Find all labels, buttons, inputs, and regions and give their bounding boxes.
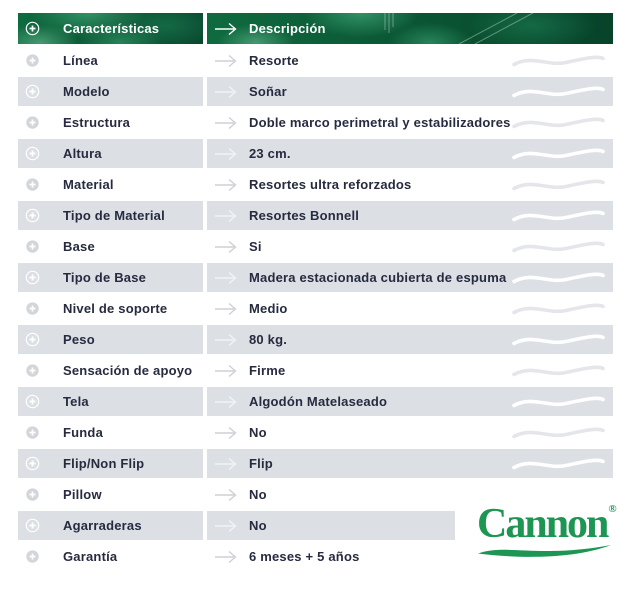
wave-squiggle-decoration bbox=[510, 51, 607, 71]
plus-circle-icon bbox=[25, 363, 40, 378]
description-value: Algodón Matelaseado bbox=[249, 394, 388, 409]
description-cell bbox=[207, 77, 613, 106]
arrow-right-icon bbox=[214, 488, 240, 502]
table-row bbox=[18, 170, 613, 199]
arrow-right-icon bbox=[214, 364, 240, 378]
description-cell bbox=[207, 449, 613, 478]
plus-circle-icon bbox=[25, 425, 40, 440]
feature-label: Agarraderas bbox=[63, 518, 142, 533]
arrow-right-icon bbox=[214, 519, 240, 533]
plus-circle-icon bbox=[25, 332, 40, 347]
plus-circle-icon bbox=[25, 208, 40, 223]
feature-cell bbox=[18, 387, 203, 416]
description-value: Resorte bbox=[249, 53, 299, 68]
wave-squiggle-decoration bbox=[510, 268, 607, 288]
header-feature-label: Características bbox=[63, 21, 160, 36]
description-value: Resortes ultra reforzados bbox=[249, 177, 412, 192]
description-cell bbox=[207, 263, 613, 292]
table-row bbox=[18, 77, 613, 106]
arrow-right-icon bbox=[214, 457, 240, 471]
description-cell bbox=[207, 108, 613, 137]
description-value: 6 meses + 5 años bbox=[249, 549, 360, 564]
feature-cell bbox=[18, 542, 203, 571]
plus-circle-icon bbox=[25, 301, 40, 316]
plus-circle-icon bbox=[25, 518, 40, 533]
arrow-right-icon bbox=[214, 333, 240, 347]
arrow-right-icon bbox=[214, 85, 240, 99]
arrow-right-icon bbox=[214, 209, 240, 223]
feature-label: Tela bbox=[63, 394, 89, 409]
arrow-right-icon bbox=[214, 550, 240, 564]
description-value: Flip bbox=[249, 456, 273, 471]
feature-cell bbox=[18, 263, 203, 292]
table-row bbox=[18, 139, 613, 168]
feature-label: Funda bbox=[63, 425, 103, 440]
description-value: No bbox=[249, 487, 267, 502]
feature-cell bbox=[18, 294, 203, 323]
description-cell bbox=[207, 325, 613, 354]
description-value: 80 kg. bbox=[249, 332, 288, 347]
plus-circle-icon bbox=[25, 146, 40, 161]
feature-label: Nivel de soporte bbox=[63, 301, 168, 316]
product-spec-table bbox=[18, 13, 613, 573]
cannon-logo bbox=[477, 501, 617, 559]
arrow-right-icon bbox=[214, 302, 240, 316]
wave-squiggle-decoration bbox=[510, 237, 607, 257]
plus-circle-icon bbox=[25, 270, 40, 285]
arrow-right-icon bbox=[214, 22, 240, 36]
description-cell bbox=[207, 387, 613, 416]
table-header-row bbox=[18, 13, 613, 44]
description-cell bbox=[207, 294, 613, 323]
table-row bbox=[18, 201, 613, 230]
feature-cell bbox=[18, 232, 203, 261]
feature-label: Altura bbox=[63, 146, 102, 161]
description-cell bbox=[207, 46, 613, 75]
arrow-right-icon bbox=[214, 240, 240, 254]
description-cell bbox=[207, 232, 613, 261]
table-row bbox=[18, 387, 613, 416]
plus-circle-icon bbox=[25, 21, 40, 36]
header-description-cell bbox=[207, 13, 613, 44]
description-value: Doble marco perimetral y estabilizadores bbox=[249, 115, 511, 130]
table-row bbox=[18, 46, 613, 75]
plus-circle-icon bbox=[25, 549, 40, 564]
wave-squiggle-decoration bbox=[510, 82, 607, 102]
description-cell bbox=[207, 170, 613, 199]
feature-label: Tipo de Base bbox=[63, 270, 147, 285]
plus-circle-icon bbox=[25, 456, 40, 471]
feature-label: Modelo bbox=[63, 84, 110, 99]
arrow-right-icon bbox=[214, 178, 240, 192]
description-cell bbox=[207, 201, 613, 230]
arrow-right-icon bbox=[214, 147, 240, 161]
wave-squiggle-decoration bbox=[510, 144, 607, 164]
description-value: Medio bbox=[249, 301, 288, 316]
wave-squiggle-decoration bbox=[510, 330, 607, 350]
feature-cell bbox=[18, 325, 203, 354]
plus-circle-icon bbox=[25, 53, 40, 68]
wave-squiggle-decoration bbox=[510, 113, 607, 133]
feature-cell bbox=[18, 46, 203, 75]
feature-cell bbox=[18, 449, 203, 478]
table-row bbox=[18, 263, 613, 292]
cannon-logo-wordmark: Cannon bbox=[477, 501, 608, 547]
registered-trademark-symbol: ® bbox=[608, 503, 617, 515]
description-value: No bbox=[249, 425, 267, 440]
plus-circle-icon bbox=[25, 239, 40, 254]
feature-cell bbox=[18, 356, 203, 385]
feature-label: Estructura bbox=[63, 115, 131, 130]
feature-cell bbox=[18, 418, 203, 447]
wave-squiggle-decoration bbox=[510, 361, 607, 381]
feature-cell bbox=[18, 108, 203, 137]
wave-squiggle-decoration bbox=[510, 299, 607, 319]
arrow-right-icon bbox=[214, 116, 240, 130]
feature-cell bbox=[18, 511, 203, 540]
feature-cell bbox=[18, 139, 203, 168]
feature-cell bbox=[18, 77, 203, 106]
description-value: Soñar bbox=[249, 84, 287, 99]
description-value: 23 cm. bbox=[249, 146, 291, 161]
plus-circle-icon bbox=[25, 115, 40, 130]
feature-label: Sensación de apoyo bbox=[63, 363, 193, 378]
table-row bbox=[18, 356, 613, 385]
description-value: Si bbox=[249, 239, 262, 254]
arrow-right-icon bbox=[214, 426, 240, 440]
description-value: Madera estacionada cubierta de espuma bbox=[249, 270, 507, 285]
feature-label: Peso bbox=[63, 332, 95, 347]
table-row bbox=[18, 232, 613, 261]
feature-label: Material bbox=[63, 177, 114, 192]
description-value: Resortes Bonnell bbox=[249, 208, 360, 223]
table-row bbox=[18, 449, 613, 478]
wave-squiggle-decoration bbox=[510, 454, 607, 474]
feature-cell bbox=[18, 170, 203, 199]
wave-squiggle-decoration bbox=[510, 206, 607, 226]
feature-cell bbox=[18, 201, 203, 230]
feature-label: Flip/Non Flip bbox=[63, 456, 145, 471]
arrow-right-icon bbox=[214, 54, 240, 68]
description-cell bbox=[207, 139, 613, 168]
table-row bbox=[18, 418, 613, 447]
table-row bbox=[18, 294, 613, 323]
feature-label: Pillow bbox=[63, 487, 102, 502]
plus-circle-icon bbox=[25, 177, 40, 192]
feature-cell bbox=[18, 480, 203, 509]
arrow-right-icon bbox=[214, 395, 240, 409]
feature-label: Garantía bbox=[63, 549, 118, 564]
description-value: No bbox=[249, 518, 267, 533]
description-value: Firme bbox=[249, 363, 286, 378]
wave-squiggle-decoration bbox=[510, 175, 607, 195]
table-row bbox=[18, 325, 613, 354]
header-feature-cell bbox=[18, 13, 203, 44]
wave-squiggle-decoration bbox=[510, 392, 607, 412]
arrow-right-icon bbox=[214, 271, 240, 285]
wave-squiggle-decoration bbox=[510, 423, 607, 443]
plus-circle-icon bbox=[25, 84, 40, 99]
plus-circle-icon bbox=[25, 487, 40, 502]
description-cell bbox=[207, 356, 613, 385]
feature-label: Tipo de Material bbox=[63, 208, 165, 223]
spec-table-body bbox=[18, 46, 613, 571]
description-cell bbox=[207, 418, 613, 447]
table-row bbox=[18, 108, 613, 137]
feature-label: Base bbox=[63, 239, 95, 254]
header-description-label: Descripción bbox=[249, 21, 326, 36]
feature-label: Línea bbox=[63, 53, 98, 68]
plus-circle-icon bbox=[25, 394, 40, 409]
